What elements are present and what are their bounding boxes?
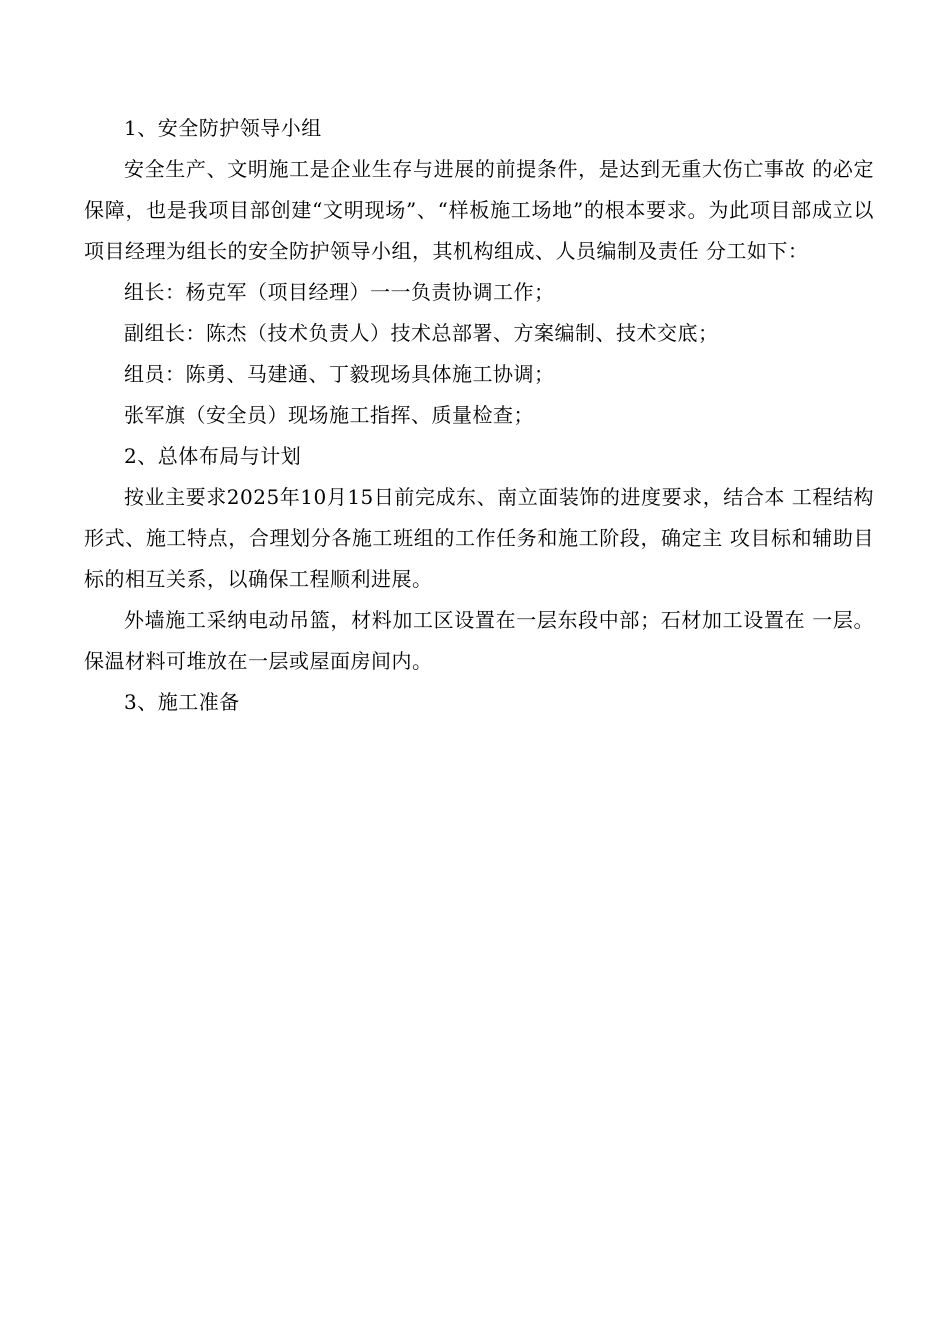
paragraph-schedule: 按业主要求2025年10月15日前完成东、南立面装饰的进度要求，结合本 工程结构形式、施工特点，合理划分各施工班组的工作任务和施工阶段，确定主 攻目标和辅助目标的相互关系，以确保工程顺利进展。 (84, 485, 874, 591)
section-heading-3: 3、施工准备 (124, 690, 240, 714)
paragraph-deputy-leader: 副组长：陈杰（技术负责人）技术总部署、方案编制、技术交底； (124, 321, 719, 345)
paragraph-team-members: 组员：陈勇、马建通、丁毅现场具体施工协调； (124, 362, 555, 386)
paragraph-team-leader: 组长：杨克军（项目经理）一一负责协调工作； (124, 280, 555, 304)
paragraph-layout: 外墙施工采纳电动吊篮，材料加工区设置在一层东段中部；石材加工设置在 一层。保温材料可堆放在一层或屋面房间内。 (84, 608, 874, 673)
paragraph-safety-intro: 安全生产、文明施工是企业生存与进展的前提条件，是达到无重大伤亡事故 的必定保障，也是我项目部创建“文明现场”、“样板施工场地”的根本要求。为此项目部成立以项目经理为组长的安全防护领导小组，其机构组成、人员编制及责任 分工如下： (84, 157, 874, 263)
section-heading-2: 2、总体布局与计划 (124, 444, 302, 468)
document-page (84, 108, 874, 723)
section-heading-1: 1、安全防护领导小组 (124, 116, 322, 140)
paragraph-safety-officer: 张军旗（安全员）现场施工指挥、质量检查； (124, 403, 534, 427)
